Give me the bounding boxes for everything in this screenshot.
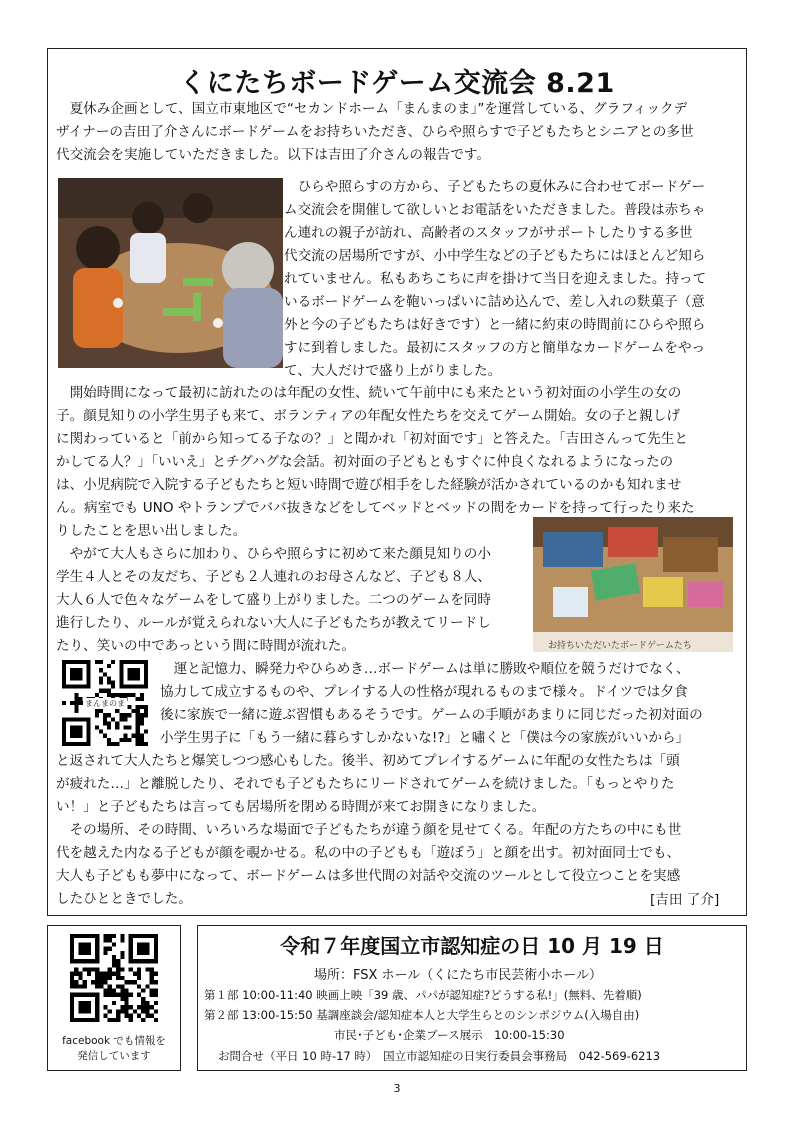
text-line: 代交流の居場所ですが、小中学生などの子どもたちにはほとんど知ら: [284, 248, 706, 264]
qr-label: まんまのま: [85, 699, 125, 708]
photo-board-game-play: [58, 178, 283, 368]
event-booth: 市民･子ども･企業ブース展示 10:00-15:30: [334, 1028, 565, 1042]
paragraph-3: [56, 543, 530, 658]
facebook-text-2: 発信しています: [77, 1050, 151, 1062]
text-line: かしてる人？」「いいえ」とチグハグな会話。初対面の子どもともすぐに仲良くなれるようになったの: [56, 454, 674, 470]
text-line: いるボードゲームを鞄いっぱいに詰め込んで、差し入れの麩菓子（意: [284, 294, 705, 310]
text-line: い！」と子どもたちは言っても居場所を閉める時間が来てお開きになりました。: [56, 799, 546, 815]
paragraph-4b: [56, 750, 744, 819]
photo-board-games: [533, 517, 733, 652]
text-line: は、小児病院で入院する子どもたちと短い時間で遊び相手をした経験が活かされているのかも知れませ: [56, 477, 682, 493]
text-line: 学生４人とその友だち、子ども２人連れのお母さんなど、子ども８人、: [56, 569, 491, 585]
event-title: 令和７年度国立市認知症の日 10 月 19 日: [280, 934, 664, 958]
text-line: と返されて大人たちと爆笑しつつ感心もした。後半、初めてプレイするゲームに年配の女性たちは「頭: [56, 753, 680, 769]
text-line: 外と今の子どもたちは好きです）と一緒に約束の時間前にひらや照ら: [284, 317, 706, 333]
text-line: 協力して成立するものや、プレイする人の性格が現れるものまで様々。ドイツでは夕食: [160, 684, 688, 700]
text-line: その場所、その時間、いろいろな場面で子どもたちが違う顔を見せてくる。年配の方たちの中にも世: [56, 822, 682, 838]
text-line: 進行したり、ルールが覚えられない大人に子どもたちが教えてリードし: [56, 615, 491, 631]
intro-paragraph: [56, 98, 740, 167]
event-box: [197, 925, 747, 1071]
text-line: 大人も子どもも夢中になって、ボードゲームは多世代間の対話や交流のツールとして役立つことを実感: [56, 868, 681, 884]
page-number: 3: [393, 1082, 401, 1095]
text-line: に関わっていると「前から知ってる子なの？」と聞かれ「初対面です」と答えた。「吉田さんって先生と: [56, 431, 688, 447]
text-line: ん。病室でも UNO やトランプでババ抜きなどをしてベッドとベッドの間をカードを持って行ったり来た: [56, 500, 695, 516]
photo-caption: お持ちいただいたボードゲームたち: [548, 641, 692, 651]
text-line: れていません。私もあちこちに声を掛けて当日を迎えました。持って: [284, 271, 707, 287]
text-line: が疲れた…」と離脱したり、それでも子どもたちにリードされてゲームを続けました。「もっとやりた: [56, 776, 675, 792]
text-line: やがて大人もさらに加わり、ひらや照らすに初めて来た顔見知りの小: [56, 546, 491, 562]
article-title: くにたちボードゲーム交流会 8.21: [179, 68, 615, 99]
facebook-text-1: facebook でも情報を: [62, 1035, 166, 1047]
paragraph-4a: [160, 658, 744, 750]
facebook-box: [47, 925, 181, 1071]
text-line: 子。顔見知りの小学生男子も来て、ボランティアの年配女性たちを交えてゲーム開始。女の子と親しげ: [56, 408, 680, 424]
text-line: て、大人だけで盛り上がりました。: [284, 363, 502, 379]
text-line: りしたことを思い出しました。: [56, 523, 247, 539]
text-line: すに到着しました。最初にスタッフの方と簡単なカードゲームをやっ: [284, 340, 706, 356]
text-line: ム交流会を開催して欲しいとお電話をいただきました。普段は赤ちゃ: [284, 202, 706, 218]
event-part2: 第２部 13:00-15:50 基調座談会/認知症本人と大学生らとのシンポジウム(入場自由): [204, 1008, 640, 1022]
text-line: 大人６人で色々なゲームをして盛り上がりました。二つのゲームを同時: [56, 592, 491, 608]
text-line: ん連れの親子が訪れ、高齢者のスタッフがサポートしたりする多世: [284, 225, 693, 241]
paragraph-5: [56, 819, 744, 911]
text-line: 開始時間になって最初に訪れたのは年配の女性、続いて午前中にも来たという初対面の小学生の女の: [56, 385, 682, 401]
event-venue: 場所：FSX ホール（くにたち市民芸術小ホール）: [314, 968, 603, 983]
text-line: ザイナーの吉田了介さんにボードゲームをお持ちいただき、ひらや照らすで子どもたちとシニアとの多世: [56, 124, 694, 140]
event-part1: 第１部 10:00-11:40 映画上映「39 歳、パパが認知症?どうする私!」(無料、先着順): [204, 988, 642, 1002]
signature: [吉田 了介]: [650, 892, 720, 908]
text-line: ひらや照らすの方から、子どもたちの夏休みに合わせてボードゲー: [284, 179, 706, 195]
text-line: したひとときでした。: [56, 891, 192, 907]
text-line: 代交流会を実施していただきました。以下は吉田了介さんの報告です。: [56, 147, 490, 163]
text-line: 運と記憶力、瞬発力やひらめき…ボードゲームは単に勝敗や順位を競うだけでなく、: [160, 661, 690, 677]
text-line: 代を越えた内なる子どもが顔を覗かせる。私の中の子どもも「遊ぼう」と顔を出す。初対面同士でも、: [56, 845, 681, 861]
paragraph-1: [284, 176, 742, 383]
text-line: 夏休み企画として、国立市東地区で“セカンドホーム「まんまのま」”を運営している、グラフィックデ: [56, 101, 688, 117]
text-line: 小学生男子に「もう一緒に暮らすしかないな!?」と嘯くと「僕は今の家族がいいから」: [160, 730, 690, 746]
text-line: 後に家族で一緒に遊ぶ習慣もあるそうです。ゲームの手順があまりに同じだった初対面の: [160, 707, 703, 723]
facebook-qr-code[interactable]: [70, 934, 158, 1022]
event-contact: お問合せ（平日 10 時-17 時） 国立市認知症の日実行委員会事務局 042-569-6213: [218, 1049, 661, 1063]
text-line: たり、笑いの中であっという間に時間が流れた。: [56, 638, 355, 654]
